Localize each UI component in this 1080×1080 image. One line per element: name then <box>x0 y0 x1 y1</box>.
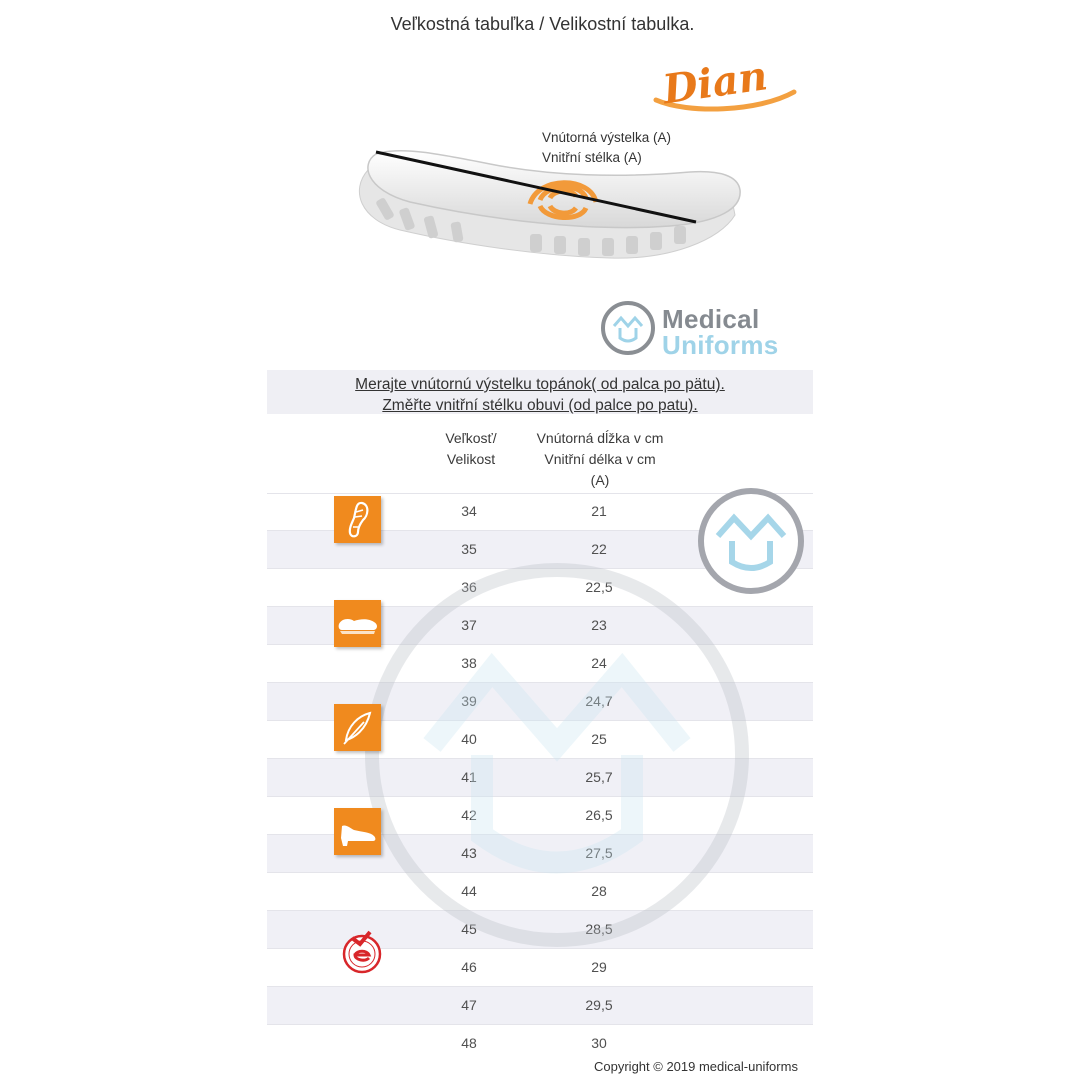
size-cell: 46 <box>461 959 477 975</box>
medical-uniforms-logo-mark <box>600 300 656 356</box>
size-header-sk: Veľkosť/ <box>445 430 497 446</box>
certification-seal-icon <box>338 928 386 976</box>
length-cell: 29,5 <box>585 997 613 1013</box>
length-cell: 26,5 <box>585 807 613 823</box>
size-cell: 42 <box>461 807 477 823</box>
small-logo-mark <box>696 486 806 596</box>
size-cell: 47 <box>461 997 477 1013</box>
logo-word-uniforms: Uniforms <box>662 330 779 360</box>
insole-label-sk: Vnútorná výstelka (A) <box>542 130 672 145</box>
size-cell: 41 <box>461 769 477 785</box>
measurement-instructions <box>267 370 813 414</box>
size-cell: 37 <box>461 617 477 633</box>
length-cell: 25,7 <box>585 769 613 785</box>
length-cell: 27,5 <box>585 845 613 861</box>
length-cell: 29 <box>591 959 607 975</box>
medical-uniforms-watermark <box>362 560 752 950</box>
length-cell: 22 <box>591 541 607 557</box>
table-row <box>267 987 813 1025</box>
instruction-cz: Změřte vnitřní stélku obuvi (od palce po patu). <box>382 397 698 414</box>
length-cell: 24 <box>591 655 607 671</box>
size-cell: 36 <box>461 579 477 595</box>
insole-illustration <box>340 120 760 270</box>
length-header-unit: (A) <box>590 472 610 488</box>
heeled-shoe-icon <box>334 808 381 855</box>
copyright: Copyright © 2019 medical-uniforms <box>594 1059 798 1074</box>
size-table <box>267 370 813 414</box>
instruction-sk: Merajte vnútornú výstelku topánok( od palca po pätu). <box>355 376 725 393</box>
length-cell: 21 <box>591 503 607 519</box>
table-row <box>267 1025 813 1063</box>
size-cell: 39 <box>461 693 477 709</box>
size-column-header <box>427 428 515 470</box>
length-header-cz: Vnitřní délka v cm <box>544 451 656 467</box>
medical-uniforms-logo <box>600 300 800 362</box>
size-cell: 48 <box>461 1035 477 1051</box>
size-cell: 40 <box>461 731 477 747</box>
length-cell: 30 <box>591 1035 607 1051</box>
table-header <box>267 414 813 494</box>
length-cell: 23 <box>591 617 607 633</box>
size-cell: 45 <box>461 921 477 937</box>
dian-brand-logo <box>648 52 798 122</box>
length-cell: 25 <box>591 731 607 747</box>
size-cell: 34 <box>461 503 477 519</box>
logo-word-medical: Medical <box>662 304 760 334</box>
size-header-cz: Velikost <box>446 451 496 467</box>
length-cell: 22,5 <box>585 579 613 595</box>
page-title: Veľkostná tabuľka / Velikostní tabulka. <box>390 14 695 34</box>
size-cell: 35 <box>461 541 477 557</box>
length-column-header <box>517 428 683 491</box>
length-header-sk: Vnútorná dĺžka v cm <box>536 430 664 446</box>
length-cell: 24,7 <box>585 693 613 709</box>
sole-icon <box>334 496 381 543</box>
size-cell: 44 <box>461 883 477 899</box>
size-cell: 38 <box>461 655 477 671</box>
length-cell: 28,5 <box>585 921 613 937</box>
feather-icon <box>334 704 381 751</box>
length-cell: 28 <box>591 883 607 899</box>
brand-logo-text: Dian <box>659 52 771 114</box>
insole-label-cz: Vnitřní stélka (A) <box>542 150 642 165</box>
size-cell: 43 <box>461 845 477 861</box>
shoe-side-icon <box>334 600 381 647</box>
